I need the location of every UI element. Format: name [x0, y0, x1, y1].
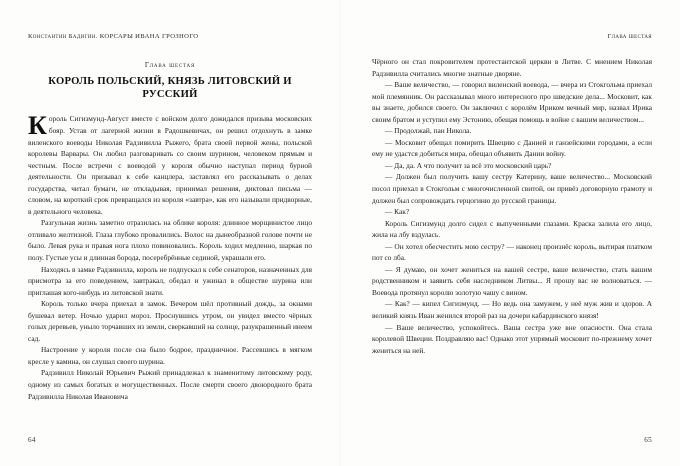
paragraph: — Он хотел обесчестить мою сестру? — наконец произнёс король, вытирая платком пот со лба. — [372, 241, 652, 263]
paragraph: Король Сигизмунд долго сидел с выпученными глазами. Краска залила его лицо, жила на лбу вздулась. — [372, 218, 652, 240]
paragraph: Король только вчера приехал в замок. Вечером шёл противный дождь, за окнами бушевал ветер. Ночью ударил мороз. Проснувшись утром, он увидел вместо чёрных голых деревьев, уныло торчавших из земли, сверкавший на солнце, разукрашенный инеем сад. — [28, 299, 312, 343]
paragraph: — Московит обещал помирить Швецию с Данией и ганзейскими городами, а если ему не удастся добиться мира, обещал объявить Дании войну. — [372, 137, 652, 159]
paragraph: Радзивилл Николай Юрьевич Рыжий принадлежал к знаменитому литовскому роду, одному из самых богатых и могущественных. После смерти своего двоюродного брата Радзивилла Николая Ивановича — [28, 368, 312, 401]
paragraph-text: ороль Сигизмунд-Август вместе с войском долго дожидался призыва московских бояр. Устав от лагерной жизни в Радошкевичах, он решил отдохнуть в замке виленского воеводы Николая Радзивилла Рыжего, брата своей первой жены, польской королевы Варвары. Он любил разговаривать со своим шурином, человеком прямым и честным. После встречи с воеводой у короля обычно наступал период бурной деятельности. Он призывал к себе канцлера, заставлял его рассказывать о делах государства, читал бумаги, не откладывая, принимал решения, диктовал письма — словом, на короткий срок превращался из короля «завтра», как его называли придворные, в деятельного человека. — [28, 114, 312, 216]
paragraph: — Как? — [385, 207, 410, 217]
right-page — [340, 0, 680, 466]
paragraph: — Да, да. А что получит за всё это московский царь? — [385, 160, 552, 170]
paragraph: — Ваше величество, успокойтесь. Ваша сестра уже вне опасности. Она стала королевой Швеции. Поздравляю вас! Однако этот упрямый московит по-прежнему хочет жениться на ней. — [372, 322, 652, 355]
paragraph-continued: Чёрного он стал покровителем протестантской церкви в Литве. С мнением Николая Радзивилла считались многие знатные дворяне. — [372, 57, 652, 78]
drop-cap: К — [28, 111, 47, 141]
page-number-left: 64 — [28, 436, 36, 444]
paragraph: — Я думаю, он хочет жениться на вашей сестре, ваше величество, стать вашим родственником и заявить себя наследником Литвы... Я прошу вас не волноваться. — Воевода протянул королю золотую чашу с вином. — [372, 264, 652, 297]
left-body-text — [28, 113, 312, 402]
paragraph: Находясь в замке Радзивилла, король не подпускал к себе сенаторов, назначенных для присмотра за его поведением, завтракал, обедал и ужинал в обществе шурина или приглашая кого-нибудь из литовской знати. — [28, 264, 312, 297]
paragraph: Настроение у короля после сна было бодрое, праздничное. Рассевшись в мягком кресле у камина, он слушал своего шурина. — [28, 345, 312, 366]
paragraph: — Должен был получить вашу сестру Катерину, ваше величество... Московский посол приехал в Стокгольм с многочисленной свитой, он привёз договорную грамоту и должен был сопровождать герцогиню до русской границы. — [372, 172, 652, 205]
chapter-heading — [28, 61, 312, 101]
paragraph-opening — [28, 113, 312, 217]
paragraph: Разгульная жизнь заметно отразилась на облике короля: длинное морщинистое лицо отливало желтизной. Глаза глубоко провалились. Волос на дынеобразной голове почти не было. Левая рука и правая нога плохо повиновались. Король ходил медленно, шаркая по полу. Густые усы и длинная борода, посеребрённые сединой, украшали его. — [28, 218, 312, 262]
paragraph: — Продолжай, пан Никола. — [385, 126, 472, 136]
paragraph: — Как? — кипел Сигизмунд. — Но ведь она замужем, у неё муж жив и здоров. А великий князь Иван женился второй раз на дочери кабардинского князя! — [372, 299, 652, 321]
chapter-title: КОРОЛЬ ПОЛЬСКИЙ, КНЯЗЬ ЛИТОВСКИЙ И РУССКИЙ — [48, 76, 292, 100]
page-number-right: 65 — [644, 436, 652, 444]
right-running-head: Глава шестая — [607, 33, 652, 40]
chapter-label: Глава шестая — [144, 61, 196, 69]
paragraph: — Ваше величество, — говорил виленский воевода, — вчера из Стокгольма приехал мой племянник. Он рассказывал много интересного про шведские дела... Московит, как вы знаете, добился своего. Он заключил с королём Ириком вечный мир, назвал Ирика своим братом и уступил ему Эстонию, обещая помощь в войне с вашим величеством... — [372, 80, 652, 124]
right-body-text — [372, 56, 652, 356]
left-running-head: Константин Бадигин. КОРСАРЫ ИВАНА ГРОЗНОГО — [28, 33, 199, 40]
